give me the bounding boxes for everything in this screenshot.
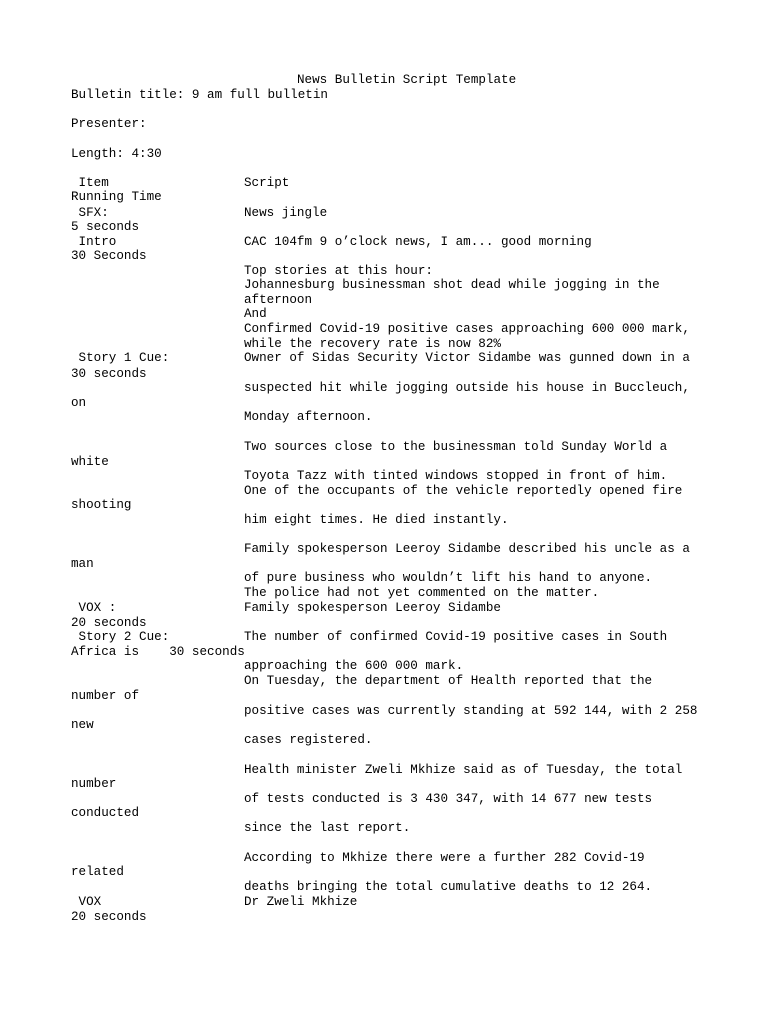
story1-script-line: Two sources close to the businessman told Sunday World a <box>244 440 668 454</box>
story2-wrap-line: number <box>71 777 117 791</box>
story2-script-line: positive cases was currently standing at 592 144, with 2 258 <box>244 704 698 718</box>
story2-wrap-line: Africa is 30 seconds <box>71 645 245 659</box>
story2-wrap-line: conducted <box>71 806 140 820</box>
story1-script-line: of pure business who wouldn’t lift his hand to anyone. <box>244 571 653 585</box>
story2-wrap-line: new <box>71 718 94 732</box>
story1-wrap-line: on <box>71 396 87 410</box>
intro-script-line: And <box>244 307 267 321</box>
story2-script-line: Health minister Zweli Mkhize said as of Tuesday, the total <box>244 763 683 777</box>
presenter-label: Presenter: <box>71 117 147 131</box>
length-label: Length: 4:30 <box>71 147 162 161</box>
story1-script-line: The police had not yet commented on the matter. <box>244 586 600 600</box>
story2-script-line: deaths bringing the total cumulative deaths to 12 264. <box>244 880 653 894</box>
intro-script-line: while the recovery rate is now 82% <box>244 337 501 351</box>
intro-label: Intro <box>71 235 117 249</box>
sfx-label: SFX: <box>71 206 109 220</box>
story1-label: Story 1 Cue: <box>71 351 170 365</box>
bulletin-title: Bulletin title: 9 am full bulletin <box>71 88 328 102</box>
story2-script-line: of tests conducted is 3 430 347, with 14 677 new tests <box>244 792 653 806</box>
sfx-script: News jingle <box>244 206 328 220</box>
story1-wrap-line: man <box>71 557 94 571</box>
story1-time: 30 seconds <box>71 367 147 381</box>
intro-script-line: Johannesburg businessman shot dead while jogging in the <box>244 278 660 292</box>
story1-script-line: Toyota Tazz with tinted windows stopped in front of him. <box>244 469 668 483</box>
story1-wrap-line: white <box>71 455 109 469</box>
story2-script-line: cases registered. <box>244 733 373 747</box>
vox1-label: VOX : <box>71 601 117 615</box>
vox1-script: Family spokesperson Leeroy Sidambe <box>244 601 501 615</box>
story2-wrap-line: number of <box>71 689 140 703</box>
intro-script-line: Confirmed Covid-19 positive cases approaching 600 000 mark, <box>244 322 690 336</box>
story2-script-line: since the last report. <box>244 821 411 835</box>
intro-script-line: Top stories at this hour: <box>244 264 433 278</box>
story1-script-line: suspected hit while jogging outside his house in Buccleuch, <box>244 381 690 395</box>
story1-script-line: him eight times. He died instantly. <box>244 513 509 527</box>
intro-script-line: afternoon <box>244 293 313 307</box>
column-running-time-header: Running Time <box>71 190 162 204</box>
story2-wrap-line: related <box>71 865 124 879</box>
story1-wrap-line: shooting <box>71 498 132 512</box>
vox2-time: 20 seconds <box>71 910 147 924</box>
sfx-time: 5 seconds <box>71 220 140 234</box>
story1-script-line: Monday afternoon. <box>244 410 373 424</box>
story2-label: Story 2 Cue: <box>71 630 170 644</box>
vox2-script: Dr Zweli Mkhize <box>244 895 358 909</box>
intro-time: 30 Seconds <box>71 249 147 263</box>
story1-script-line: Owner of Sidas Security Victor Sidambe was gunned down in a <box>244 351 690 365</box>
story2-script-line: On Tuesday, the department of Health reported that the <box>244 674 653 688</box>
column-script-header: Script <box>244 176 290 190</box>
story2-script-line: The number of confirmed Covid-19 positive cases in South <box>244 630 668 644</box>
vox2-label: VOX <box>71 895 102 909</box>
document-heading: News Bulletin Script Template <box>297 73 517 87</box>
story1-script-line: One of the occupants of the vehicle reportedly opened fire <box>244 484 683 498</box>
intro-script-line: CAC 104fm 9 o’clock news, I am... good morning <box>244 235 592 249</box>
column-item-header: Item <box>71 176 109 190</box>
vox1-time: 20 seconds <box>71 616 147 630</box>
story2-script-line: According to Mkhize there were a further 282 Covid-19 <box>244 851 645 865</box>
story1-script-line: Family spokesperson Leeroy Sidambe described his uncle as a <box>244 542 690 556</box>
story2-script-line: approaching the 600 000 mark. <box>244 659 464 673</box>
